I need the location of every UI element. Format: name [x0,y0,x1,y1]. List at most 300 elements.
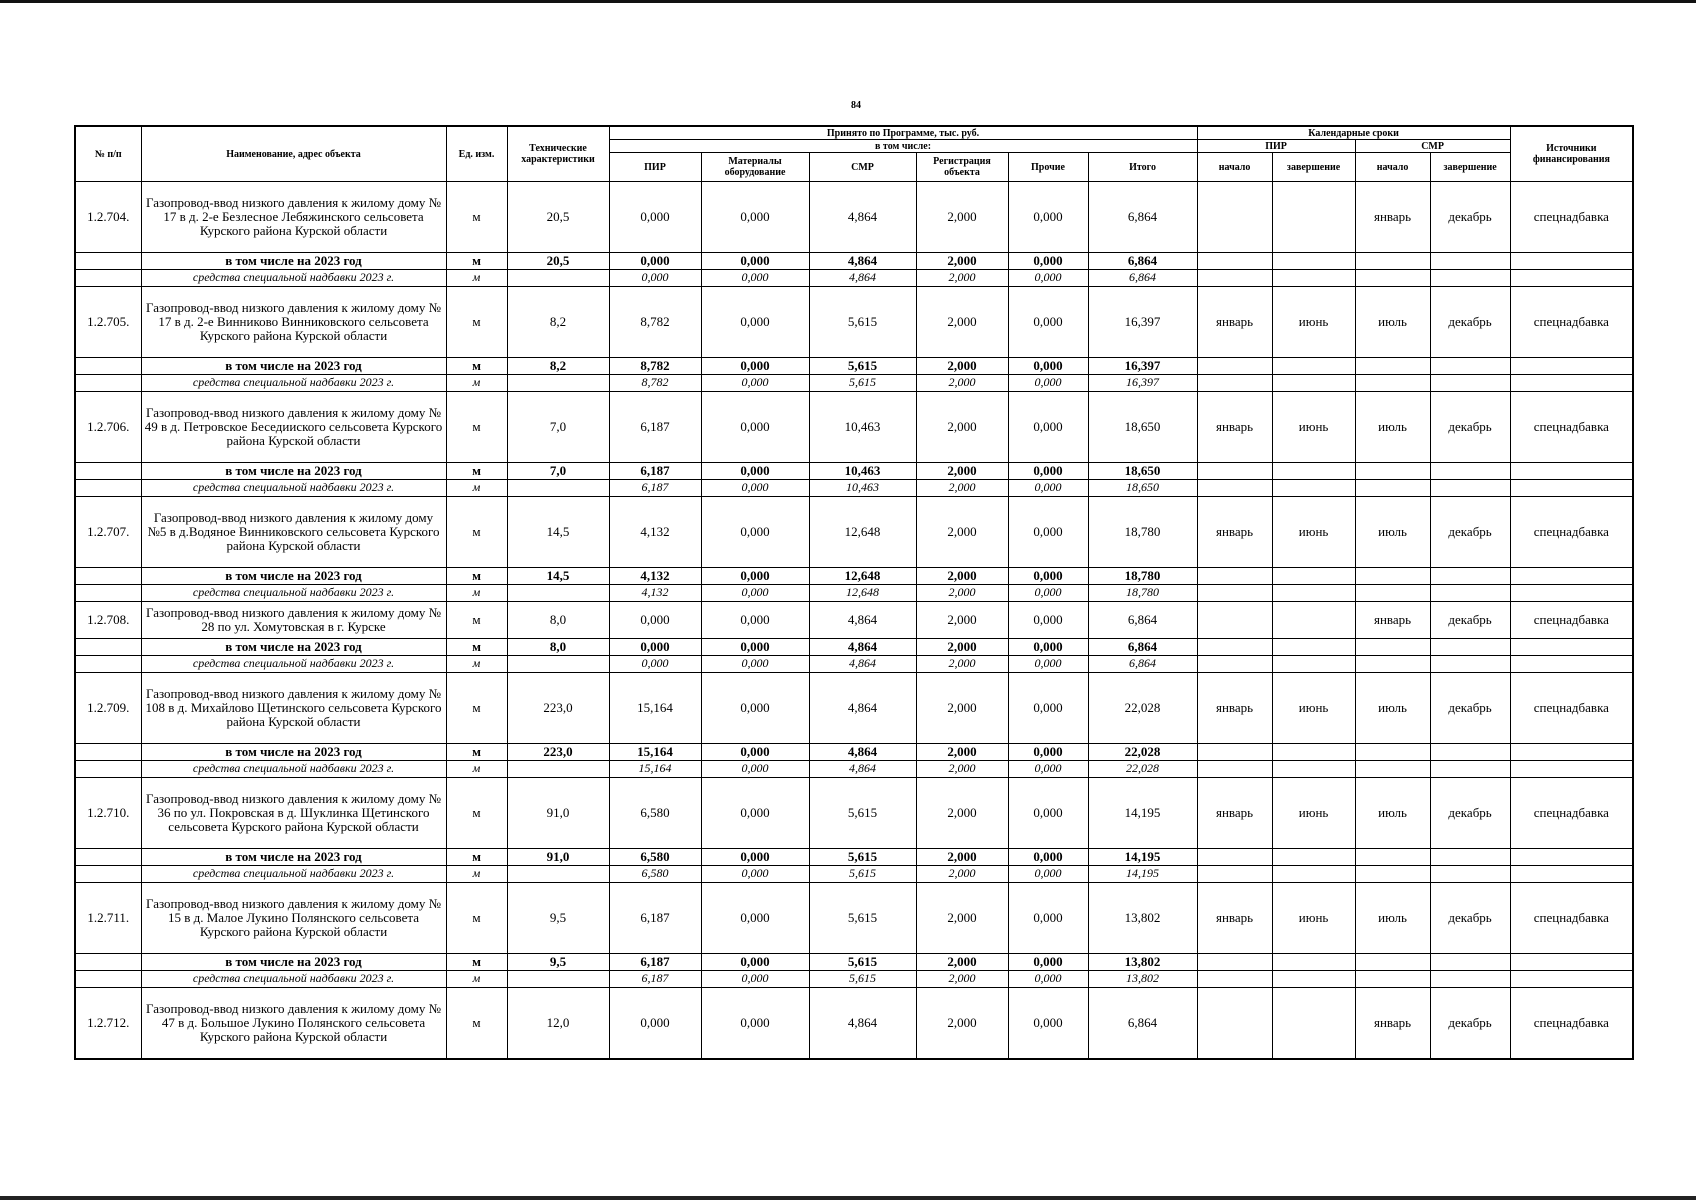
special-smr: 4,864 [809,761,916,778]
special-empty [1355,761,1430,778]
pir-end-cell: июнь [1272,287,1355,358]
special-fund-row [75,270,1633,287]
special-unit: м [446,656,507,673]
subtotal-empty [1355,744,1430,761]
special-materials: 0,000 [701,270,809,287]
subtotal-total: 18,780 [1088,568,1197,585]
subtotal-empty [1197,639,1272,656]
smr-end-cell: декабрь [1430,392,1510,463]
special-tech-empty [507,375,609,392]
special-empty [1197,585,1272,602]
smr-start-cell: июль [1355,673,1430,744]
subtotal-empty [1197,849,1272,866]
pir-start-cell [1197,182,1272,253]
special-empty [1272,375,1355,392]
special-other: 0,000 [1008,761,1088,778]
object-name: Газопровод-ввод низкого давления к жилому дому № 17 в д. 2-е Винниково Винниковского сельсовета Курского района Курской области [141,287,446,358]
source-cell: спецнадбавка [1510,602,1633,639]
object-name: Газопровод-ввод низкого давления к жилому дому № 17 в д. 2-е Безлесное Лебяжинского сельсовета Курского района Курской области [141,182,446,253]
total-cell: 22,028 [1088,673,1197,744]
special-empty [1355,480,1430,497]
special-pir: 6,187 [609,480,701,497]
special-smr: 5,615 [809,375,916,392]
subtotal-empty [1272,849,1355,866]
subtotal-materials: 0,000 [701,568,809,585]
subtotal-tech: 14,5 [507,568,609,585]
special-unit: м [446,866,507,883]
tech-cell: 12,0 [507,988,609,1060]
pir-end-cell: июнь [1272,392,1355,463]
smr-start-cell: июль [1355,883,1430,954]
subtotal-empty [1272,744,1355,761]
tech-cell: 14,5 [507,497,609,568]
pir-start-cell [1197,988,1272,1060]
subtotal-total: 16,397 [1088,358,1197,375]
subtotal-materials: 0,000 [701,849,809,866]
header-end-pir: завершение [1272,153,1355,182]
source-cell: спецнадбавка [1510,778,1633,849]
special-empty [1510,971,1633,988]
special-empty [1272,971,1355,988]
subtotal-registration: 2,000 [916,639,1008,656]
special-fund-row [75,971,1633,988]
special-code-empty [75,270,141,287]
subtotal-empty [1430,568,1510,585]
special-unit: м [446,971,507,988]
pir-end-cell: июнь [1272,497,1355,568]
unit-cell: м [446,602,507,639]
tech-cell: 8,0 [507,602,609,639]
subtotal-row [75,744,1633,761]
tech-cell: 9,5 [507,883,609,954]
subtotal-empty [1430,463,1510,480]
special-pir: 6,580 [609,866,701,883]
pir-cell: 15,164 [609,673,701,744]
object-name: Газопровод-ввод низкого давления к жилому дому № 36 по ул. Покровская в д. Шуклинка Щетинского сельсовета Курского района Курской области [141,778,446,849]
subtotal-pir: 15,164 [609,744,701,761]
special-registration: 2,000 [916,270,1008,287]
header-total: Итого [1088,153,1197,182]
subtotal-pir: 6,580 [609,849,701,866]
smr-end-cell: декабрь [1430,778,1510,849]
unit-cell: м [446,988,507,1060]
special-empty [1510,480,1633,497]
special-empty [1510,270,1633,287]
special-other: 0,000 [1008,270,1088,287]
subtotal-code-empty [75,253,141,270]
header-other: Прочие [1008,153,1088,182]
smr-cell: 4,864 [809,988,916,1060]
subtotal-unit: м [446,463,507,480]
header-cal-pir: ПИР [1197,140,1355,153]
special-unit: м [446,480,507,497]
subtotal-registration: 2,000 [916,954,1008,971]
special-code-empty [75,480,141,497]
materials-cell: 0,000 [701,287,809,358]
registration-cell: 2,000 [916,182,1008,253]
object-row [75,392,1633,463]
special-smr: 12,648 [809,585,916,602]
registration-cell: 2,000 [916,673,1008,744]
smr-cell: 4,864 [809,673,916,744]
other-cell: 0,000 [1008,778,1088,849]
pir-start-cell [1197,602,1272,639]
special-empty [1272,480,1355,497]
subtotal-row [75,954,1633,971]
object-code: 1.2.711. [75,883,141,954]
special-total: 6,864 [1088,656,1197,673]
pir-start-cell: январь [1197,778,1272,849]
registration-cell: 2,000 [916,778,1008,849]
special-empty [1272,270,1355,287]
special-smr: 4,864 [809,656,916,673]
subtotal-row [75,253,1633,270]
header-unit: Ед. изм. [446,126,507,182]
pir-cell: 6,580 [609,778,701,849]
subtotal-empty [1272,639,1355,656]
tech-cell: 223,0 [507,673,609,744]
subtotal-empty [1272,463,1355,480]
tech-cell: 8,2 [507,287,609,358]
header-calendar: Календарные сроки [1197,126,1510,140]
subtotal-registration: 2,000 [916,463,1008,480]
special-tech-empty [507,656,609,673]
subtotal-label: в том числе на 2023 год [141,639,446,656]
unit-cell: м [446,673,507,744]
subtotal-code-empty [75,954,141,971]
subtotal-empty [1272,568,1355,585]
subtotal-empty [1197,744,1272,761]
subtotal-smr: 5,615 [809,954,916,971]
special-total: 13,802 [1088,971,1197,988]
subtotal-empty [1355,253,1430,270]
subtotal-empty [1510,253,1633,270]
subtotal-unit: м [446,253,507,270]
total-cell: 16,397 [1088,287,1197,358]
subtotal-empty [1355,639,1430,656]
subtotal-empty [1355,463,1430,480]
object-code: 1.2.708. [75,602,141,639]
special-label: средства специальной надбавки 2023 г. [141,761,446,778]
smr-end-cell: декабрь [1430,497,1510,568]
special-code-empty [75,866,141,883]
subtotal-empty [1197,358,1272,375]
unit-cell: м [446,778,507,849]
subtotal-other: 0,000 [1008,849,1088,866]
pir-start-cell: январь [1197,883,1272,954]
special-registration: 2,000 [916,971,1008,988]
special-empty [1272,656,1355,673]
special-label: средства специальной надбавки 2023 г. [141,585,446,602]
subtotal-other: 0,000 [1008,358,1088,375]
subtotal-empty [1355,358,1430,375]
special-fund-row [75,480,1633,497]
object-code: 1.2.705. [75,287,141,358]
smr-cell: 12,648 [809,497,916,568]
object-code: 1.2.709. [75,673,141,744]
special-empty [1430,585,1510,602]
special-tech-empty [507,585,609,602]
total-cell: 6,864 [1088,182,1197,253]
subtotal-registration: 2,000 [916,253,1008,270]
subtotal-empty [1355,568,1430,585]
pir-cell: 0,000 [609,182,701,253]
subtotal-empty [1430,744,1510,761]
object-name: Газопровод-ввод низкого давления к жилому дому №5 в д.Водяное Винниковского сельсовета Курского района Курской области [141,497,446,568]
subtotal-empty [1430,954,1510,971]
special-pir: 4,132 [609,585,701,602]
subtotal-materials: 0,000 [701,358,809,375]
special-smr: 4,864 [809,270,916,287]
smr-end-cell: декабрь [1430,602,1510,639]
special-code-empty [75,971,141,988]
special-empty [1430,480,1510,497]
source-cell: спецнадбавка [1510,988,1633,1060]
subtotal-label: в том числе на 2023 год [141,463,446,480]
pir-end-cell [1272,602,1355,639]
special-code-empty [75,656,141,673]
subtotal-empty [1355,849,1430,866]
subtotal-tech: 9,5 [507,954,609,971]
smr-start-cell: июль [1355,287,1430,358]
special-tech-empty [507,971,609,988]
special-unit: м [446,375,507,392]
subtotal-pir: 0,000 [609,639,701,656]
subtotal-pir: 6,187 [609,463,701,480]
special-empty [1430,761,1510,778]
pir-start-cell: январь [1197,673,1272,744]
subtotal-materials: 0,000 [701,463,809,480]
object-row [75,602,1633,639]
object-name: Газопровод-ввод низкого давления к жилому дому № 47 в д. Большое Лукино Полянского сельсовета Курского района Курской области [141,988,446,1060]
subtotal-smr: 4,864 [809,744,916,761]
special-empty [1197,270,1272,287]
subtotal-empty [1510,639,1633,656]
special-materials: 0,000 [701,761,809,778]
object-code: 1.2.712. [75,988,141,1060]
subtotal-empty [1510,463,1633,480]
subtotal-code-empty [75,568,141,585]
other-cell: 0,000 [1008,602,1088,639]
special-empty [1355,585,1430,602]
subtotal-total: 6,864 [1088,253,1197,270]
special-tech-empty [507,866,609,883]
special-code-empty [75,375,141,392]
subtotal-unit: м [446,358,507,375]
other-cell: 0,000 [1008,392,1088,463]
subtotal-empty [1510,954,1633,971]
special-pir: 0,000 [609,656,701,673]
source-cell: спецнадбавка [1510,883,1633,954]
subtotal-code-empty [75,463,141,480]
special-label: средства специальной надбавки 2023 г. [141,866,446,883]
subtotal-label: в том числе на 2023 год [141,744,446,761]
special-code-empty [75,585,141,602]
header-name: Наименование, адрес объекта [141,126,446,182]
special-total: 16,397 [1088,375,1197,392]
special-empty [1197,761,1272,778]
special-label: средства специальной надбавки 2023 г. [141,971,446,988]
subtotal-code-empty [75,639,141,656]
object-code: 1.2.707. [75,497,141,568]
special-empty [1510,375,1633,392]
special-empty [1430,656,1510,673]
registration-cell: 2,000 [916,988,1008,1060]
subtotal-tech: 8,2 [507,358,609,375]
total-cell: 13,802 [1088,883,1197,954]
materials-cell: 0,000 [701,673,809,744]
subtotal-tech: 91,0 [507,849,609,866]
subtotal-empty [1197,463,1272,480]
pir-end-cell: июнь [1272,778,1355,849]
materials-cell: 0,000 [701,392,809,463]
total-cell: 6,864 [1088,602,1197,639]
special-smr: 5,615 [809,866,916,883]
subtotal-total: 14,195 [1088,849,1197,866]
smr-cell: 5,615 [809,287,916,358]
subtotal-total: 13,802 [1088,954,1197,971]
pir-cell: 0,000 [609,988,701,1060]
smr-end-cell: декабрь [1430,287,1510,358]
scan-edge-bottom [0,1196,1696,1200]
pir-end-cell [1272,988,1355,1060]
pir-cell: 4,132 [609,497,701,568]
header-num: № п/п [75,126,141,182]
subtotal-row [75,568,1633,585]
subtotal-empty [1197,568,1272,585]
subtotal-total: 6,864 [1088,639,1197,656]
special-registration: 2,000 [916,866,1008,883]
special-fund-row [75,761,1633,778]
materials-cell: 0,000 [701,602,809,639]
pir-cell: 8,782 [609,287,701,358]
header-cal-smr: СМР [1355,140,1510,153]
special-code-empty [75,761,141,778]
scan-edge-top [0,0,1696,3]
subtotal-empty [1430,849,1510,866]
header-tech: Технические характеристики [507,126,609,182]
subtotal-smr: 5,615 [809,849,916,866]
subtotal-other: 0,000 [1008,744,1088,761]
subtotal-row [75,849,1633,866]
subtotal-row [75,639,1633,656]
table-body [75,182,1633,1060]
subtotal-code-empty [75,744,141,761]
subtotal-empty [1197,253,1272,270]
source-cell: спецнадбавка [1510,182,1633,253]
smr-start-cell: июль [1355,392,1430,463]
special-empty [1355,971,1430,988]
special-label: средства специальной надбавки 2023 г. [141,656,446,673]
special-fund-row [75,585,1633,602]
source-cell: спецнадбавка [1510,497,1633,568]
object-code: 1.2.704. [75,182,141,253]
smr-end-cell: декабрь [1430,988,1510,1060]
special-other: 0,000 [1008,866,1088,883]
registration-cell: 2,000 [916,497,1008,568]
subtotal-label: в том числе на 2023 год [141,358,446,375]
special-empty [1355,656,1430,673]
header-sources: Источники финансирования [1510,126,1633,182]
special-empty [1272,585,1355,602]
special-registration: 2,000 [916,761,1008,778]
subtotal-other: 0,000 [1008,639,1088,656]
unit-cell: м [446,497,507,568]
subtotal-other: 0,000 [1008,253,1088,270]
subtotal-registration: 2,000 [916,744,1008,761]
smr-cell: 4,864 [809,602,916,639]
smr-start-cell: январь [1355,182,1430,253]
special-tech-empty [507,761,609,778]
special-fund-row [75,375,1633,392]
other-cell: 0,000 [1008,182,1088,253]
program-table [74,125,1634,1060]
smr-start-cell: январь [1355,602,1430,639]
special-other: 0,000 [1008,971,1088,988]
smr-cell: 10,463 [809,392,916,463]
subtotal-empty [1197,954,1272,971]
special-pir: 0,000 [609,270,701,287]
subtotal-row [75,463,1633,480]
special-empty [1430,270,1510,287]
object-row [75,287,1633,358]
header-start-smr: начало [1355,153,1430,182]
other-cell: 0,000 [1008,988,1088,1060]
special-fund-row [75,866,1633,883]
special-empty [1272,866,1355,883]
special-empty [1355,866,1430,883]
tech-cell: 20,5 [507,182,609,253]
special-label: средства специальной надбавки 2023 г. [141,270,446,287]
special-total: 14,195 [1088,866,1197,883]
subtotal-empty [1510,849,1633,866]
special-pir: 6,187 [609,971,701,988]
special-empty [1355,270,1430,287]
subtotal-smr: 4,864 [809,253,916,270]
smr-start-cell: июль [1355,497,1430,568]
subtotal-code-empty [75,358,141,375]
special-total: 18,650 [1088,480,1197,497]
subtotal-empty [1430,253,1510,270]
pir-end-cell: июнь [1272,883,1355,954]
subtotal-unit: м [446,744,507,761]
special-empty [1197,866,1272,883]
object-name: Газопровод-ввод низкого давления к жилому дому № 28 по ул. Хомутовская в г. Курске [141,602,446,639]
subtotal-label: в том числе на 2023 год [141,954,446,971]
subtotal-row [75,358,1633,375]
other-cell: 0,000 [1008,673,1088,744]
special-materials: 0,000 [701,971,809,988]
smr-end-cell: декабрь [1430,883,1510,954]
subtotal-label: в том числе на 2023 год [141,568,446,585]
special-empty [1197,375,1272,392]
smr-cell: 5,615 [809,883,916,954]
total-cell: 18,780 [1088,497,1197,568]
subtotal-tech: 223,0 [507,744,609,761]
subtotal-registration: 2,000 [916,358,1008,375]
subtotal-pir: 6,187 [609,954,701,971]
object-name: Газопровод-ввод низкого давления к жилому дому № 108 в д. Михайлово Щетинского сельсовета Курского района Курской области [141,673,446,744]
subtotal-materials: 0,000 [701,639,809,656]
subtotal-label: в том числе на 2023 год [141,849,446,866]
object-row [75,778,1633,849]
subtotal-total: 22,028 [1088,744,1197,761]
subtotal-smr: 10,463 [809,463,916,480]
special-registration: 2,000 [916,585,1008,602]
subtotal-code-empty [75,849,141,866]
special-empty [1510,656,1633,673]
unit-cell: м [446,392,507,463]
